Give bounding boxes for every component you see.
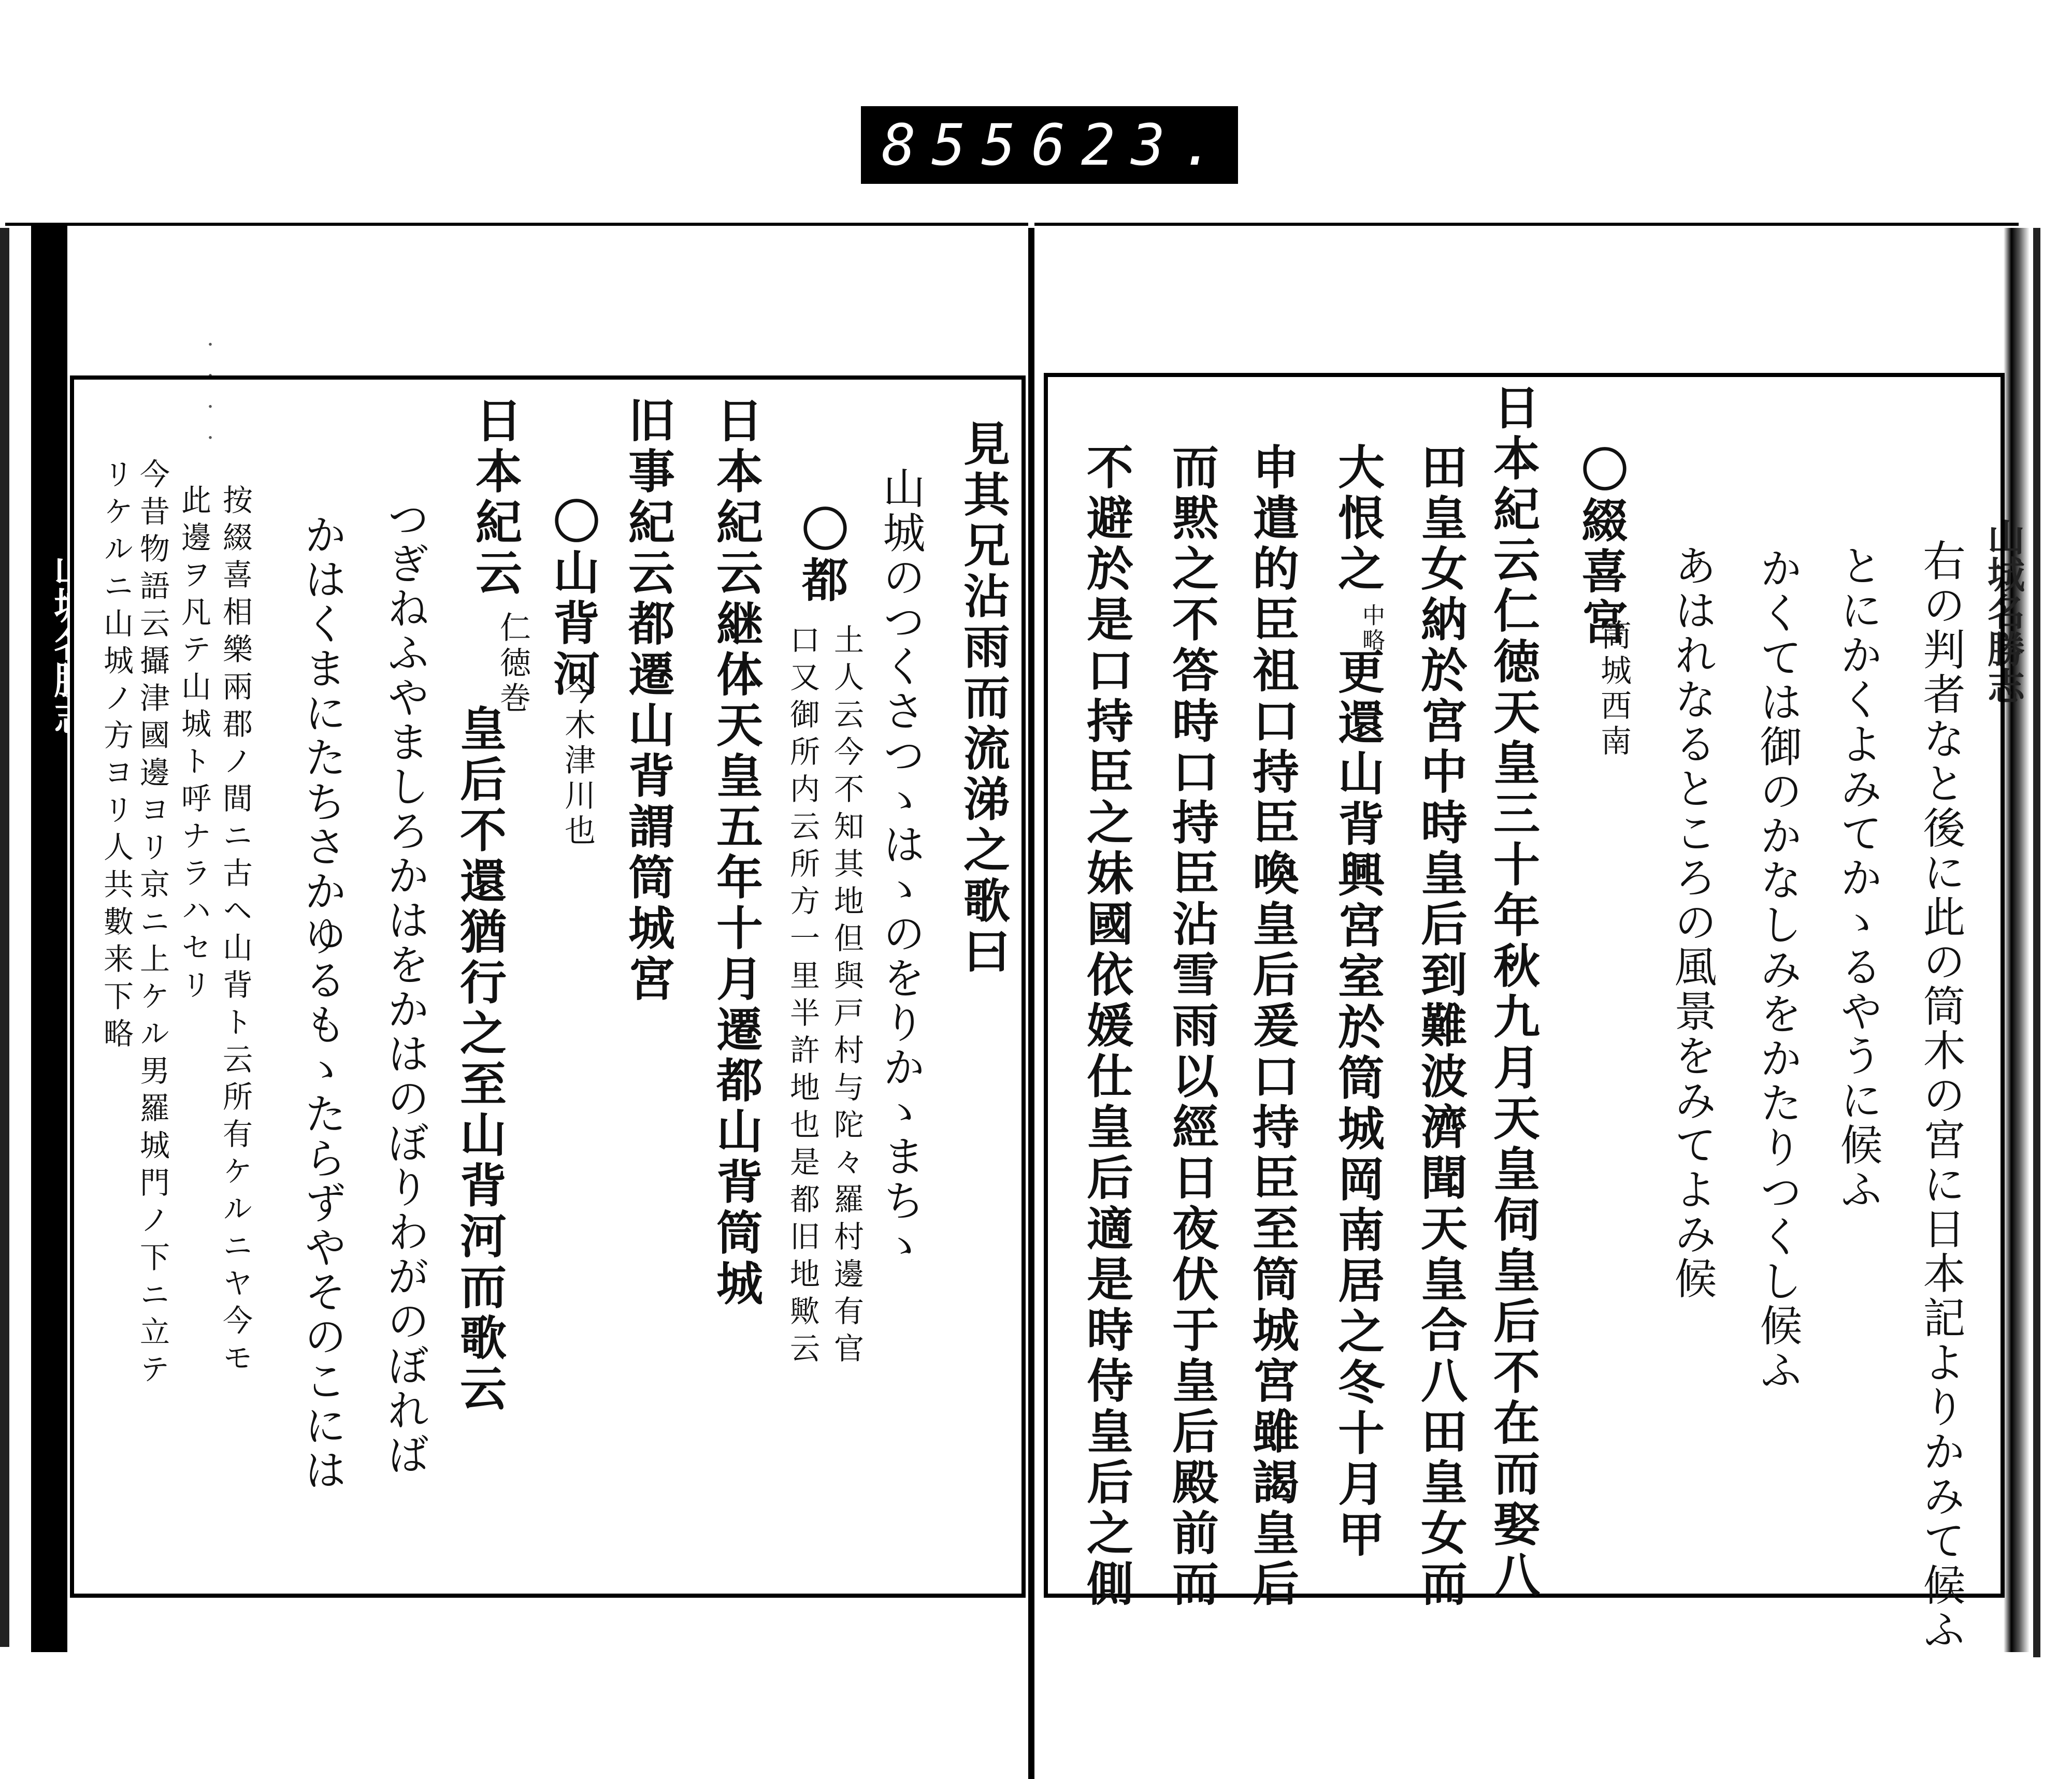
catalog-number-right: 623.: [1031, 112, 1231, 178]
left-col-6: 日本紀云継体天皇五年十月遷都山背筒城: [708, 396, 763, 1310]
left-col-8: 〇山背河: [545, 497, 600, 700]
right-col-9: 大恨之: [1330, 443, 1385, 595]
right-col-5: 〇綴喜宮: [1573, 445, 1628, 648]
right-col-10: 更還山背興宮室於筒城岡南居之冬十月甲: [1330, 647, 1385, 1561]
left-col-7: 旧事紀云都遷山背謂筒城宮: [620, 396, 675, 1005]
left-col-3: 〇都: [794, 505, 848, 606]
catalog-number-label: [861, 106, 1238, 184]
right-col-6: 筒城西南: [1595, 619, 1632, 760]
catalog-number-left: 855: [882, 112, 1031, 178]
left-col-17: 今昔物語云攝津國邊ヨリ京ニ上ケル男羅城門ノ下ニ立テ: [135, 458, 170, 1391]
right-col-13: 不避於是口持臣之妹國依媛仕皇后適是時侍皇后之側: [1078, 443, 1133, 1610]
right-col-7: 日本紀云仁徳天皇三十年秋九月天皇伺皇后不在而娶八: [1485, 383, 1540, 1601]
book-spine-left: [31, 223, 67, 1652]
left-col-16: 此邊ヲ凡テ山城ト呼ナラハセリ: [176, 484, 211, 1006]
outer-edge-left: [0, 228, 9, 1647]
left-col-1: 見其兄沾雨而流涕之歌曰: [955, 420, 1010, 978]
page-gutter: [1028, 228, 1034, 1779]
spine-title-right: 山城名勝志: [1981, 518, 2025, 704]
top-rule-left: [5, 223, 1028, 226]
left-col-10: 日本紀云: [467, 396, 522, 599]
right-col-1: 右の判者なと後に此の筒木の宮に日本記よりかみて候ふ: [1916, 539, 1965, 1652]
left-col-9: 今木津川也: [559, 673, 596, 849]
right-col-4: あはれなるところの風景をみてよみ候: [1667, 544, 1717, 1301]
left-col-18: リケルニ山城ノ方ヨリ人共數来下略: [98, 458, 134, 1055]
left-col-5: 口又御所内云所方一里半許地也是都旧地歟云: [785, 624, 820, 1370]
left-col-2: 山城のつくさつゝはゝのをりかゝまちゝ: [876, 466, 925, 1268]
margin-scribble: ・・・・: [199, 337, 218, 461]
right-col-11: 申遣的臣祖口持臣喚皇后爰口持臣至筒城宮雖謁皇后: [1244, 443, 1299, 1610]
right-col-8: 田皇女納於宮中時皇后到難波濟聞天皇合八田皇女而: [1413, 443, 1467, 1610]
left-col-12: 皇后不還猶行之至山背河而歌云: [452, 704, 507, 1415]
right-col-12: 而黙之不答時口持臣沾雪雨以經日夜伏于皇后殿前而: [1164, 443, 1219, 1610]
left-col-15: 按綴喜相樂兩郡ノ間ニ古ヘ山背ト云所有ケルニヤ今モ: [218, 484, 253, 1379]
right-col-3: かくては御のかなしみをかたりつくし候ふ: [1753, 546, 1802, 1393]
spine-title-left: 山城名勝志: [48, 549, 92, 735]
left-col-11: 仁徳巻: [495, 611, 531, 717]
book-edge-right: [2004, 228, 2030, 1652]
left-col-14: かはくまにたちさかゆるもゝたらずやそのこには: [297, 513, 347, 1493]
right-col-2: とにかくよみてかゝるやうに候ふ: [1833, 544, 1882, 1212]
outer-edge-right: [2033, 228, 2040, 1657]
left-col-13: つぎねふやましろかはをかはのぼりわがのぼれば: [380, 497, 429, 1477]
left-col-4: 土人云今不知其地但與戸村与陀々羅村邊有官: [829, 624, 864, 1370]
right-col-9-note: 中略: [1358, 603, 1385, 653]
top-rule-right: [1034, 223, 2019, 226]
